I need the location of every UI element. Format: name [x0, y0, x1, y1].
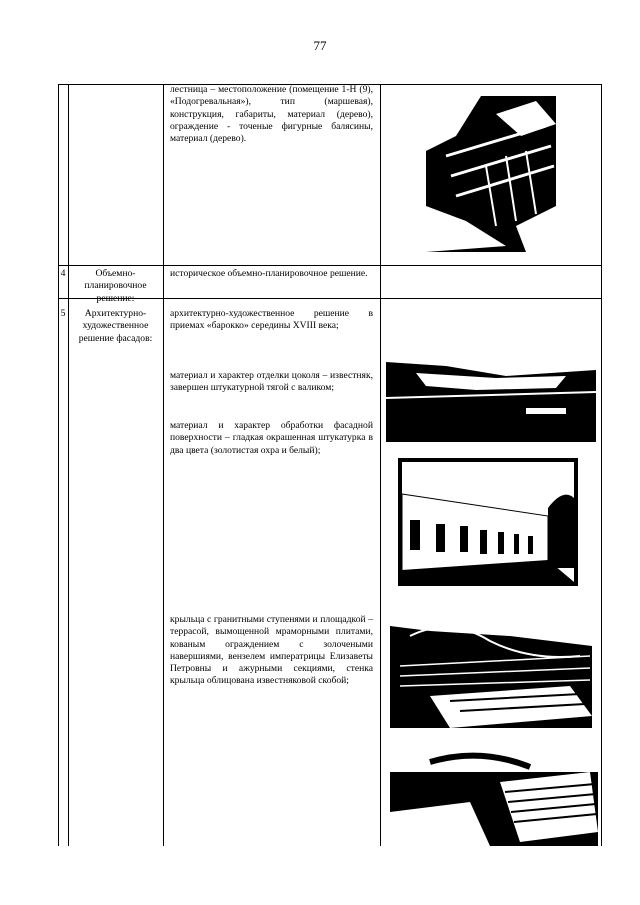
staircase-photo	[426, 96, 556, 252]
facade-photo	[398, 458, 578, 586]
staircase-description: лестница – местоположение (помещение 1-Н (9), «Подогревальная»), тип (маршевая), конструкция, габариты, материал (дерево), ограждение - точеные фигурные балясины, материал (дерево).	[170, 84, 373, 145]
facade-surface-description: материал и характер обработки фасадной поверхности – гладкая окрашенная штукатурка в два цвета (золотистая охра и белый);	[170, 420, 373, 456]
facade-style-description: архитектурно-художественное решение в приемах «барокко» середины XVIII века;	[170, 308, 373, 332]
section-name-4-label: Объемно-планировочное решение:	[84, 268, 147, 304]
section-name-5: Архитектурно-художественное решение фасадов:	[78, 308, 153, 344]
volume-planning-description: историческое объемно-планировочное решение.	[170, 268, 368, 279]
plinth-photo	[386, 318, 596, 442]
document-table	[58, 84, 602, 846]
plinth-description: материал и характер отделки цоколя – известняк, завершен штукатурной тягой с валиком;	[170, 370, 373, 394]
page-number: 77	[313, 38, 327, 53]
row-number-5: 5	[60, 308, 66, 319]
porch-photo-2	[390, 742, 598, 846]
row-number-4: 4	[60, 268, 66, 279]
porch-description: крыльца с гранитными ступенями и площадкой – террасой, вымощенной мраморными плитами, кованым ограждением с золочеными навершиями, вензелем императрицы Елизаветы Петровны и ажурными секциями, стенка крыльца облицована известняковой скобой;	[170, 614, 373, 687]
porch-photo-1	[390, 616, 592, 728]
